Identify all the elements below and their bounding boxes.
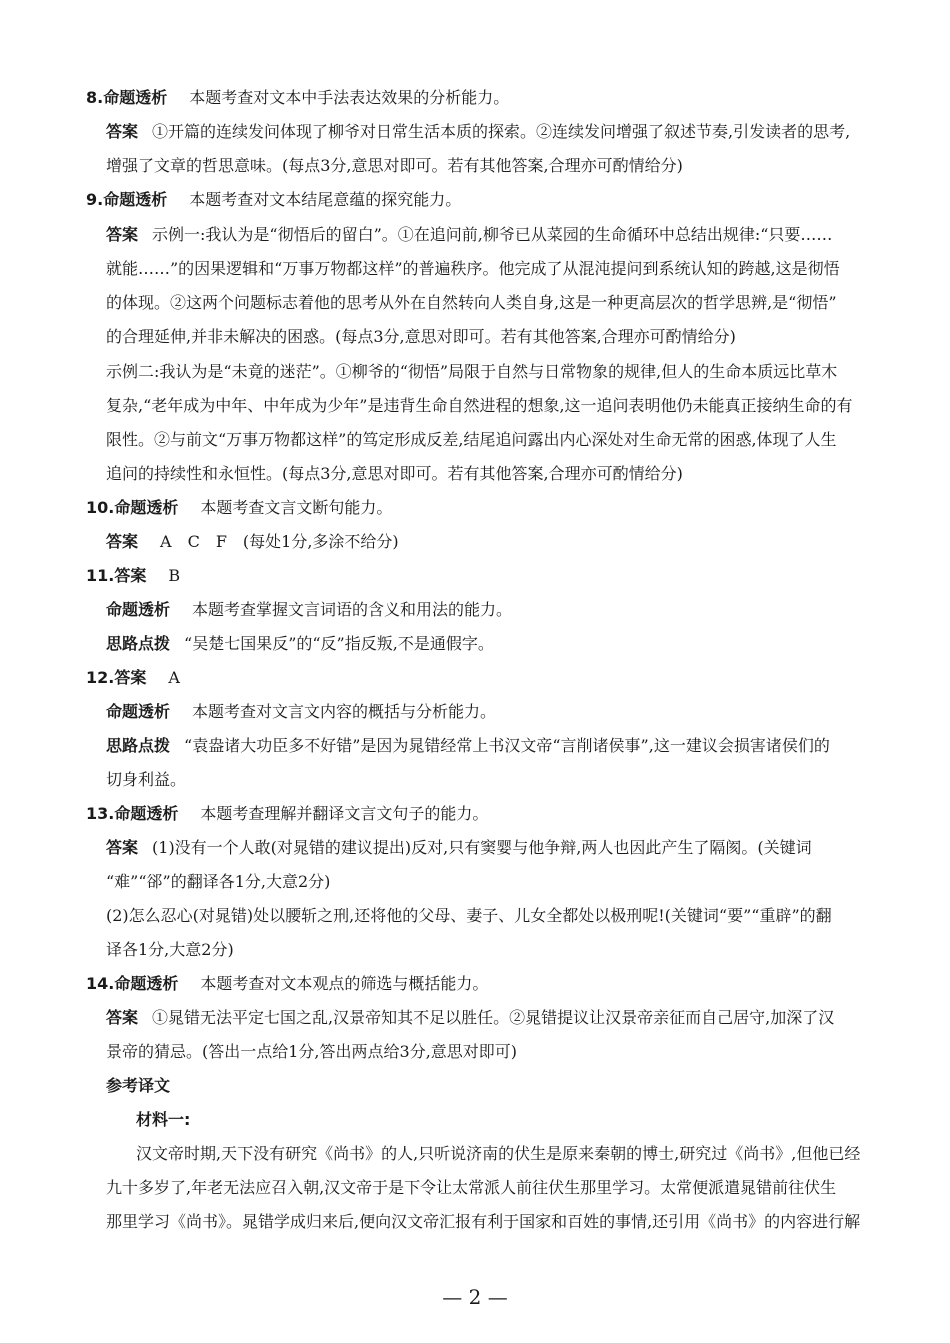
q9-answer-text-4: 的合理延伸,并非未解决的困惑。(每点3分,意思对即可。若有其他答案,合理亦可酌情给分): [106, 327, 736, 346]
q14-answer-text-2: 景帝的猜忌。(答出一点给1分,答出两点给3分,意思对即可): [106, 1042, 518, 1061]
q9-analysis-line: [86, 189, 461, 211]
q12-answer-line: [86, 667, 180, 689]
q13-analysis-line: [86, 803, 488, 825]
q8-analysis-text: 本题考查对文本中手法表达效果的分析能力。: [189, 88, 510, 107]
q8-answer-text-1: ①开篇的连续发问体现了柳爷对日常生活本质的探索。②连续发问增强了叙述节奏,引发读者的思考,: [152, 122, 851, 141]
q13-analysis-text: 本题考查理解并翻译文言文句子的能力。: [200, 804, 489, 823]
q9-answer-text-3: 的体现。②这两个问题标志着他的思考从外在自然转向人类自身,这是一种更高层次的哲学思辨,是“彻悟”: [106, 293, 837, 312]
q11-answer-line: [86, 565, 180, 587]
q8-analysis-line: [86, 87, 509, 109]
q10-analysis-label: 命题透析: [114, 498, 179, 517]
q11-analysis-label: 命题透析: [106, 600, 171, 619]
q10-answer-label: 答案: [106, 532, 139, 551]
q11-analysis-line: [106, 599, 512, 621]
q12-answer-text: A: [168, 668, 180, 687]
q11-hint-line: [106, 633, 494, 655]
translation-material-label: 材料一:: [136, 1110, 191, 1129]
q13-answer-text-3: (2)怎么忍心(对晁错)处以腰斩之刑,还将他的父母、妻子、儿女全都处以极刑呢!(关键词“要”“重辟”的翻: [106, 906, 832, 925]
q12-analysis-text: 本题考查对文言文内容的概括与分析能力。: [192, 702, 497, 721]
q12-answer-label: 答案: [114, 668, 147, 687]
q10-analysis-text: 本题考查文言文断句能力。: [200, 498, 393, 517]
q12-number: 12.: [86, 668, 115, 687]
q12-analysis-label: 命题透析: [106, 702, 171, 721]
q13-answer-line: [106, 837, 812, 859]
page-number: — 2 —: [442, 1285, 508, 1309]
q14-answer-line: [106, 1007, 834, 1029]
q14-analysis-line: [86, 973, 488, 995]
q9-number: 9.: [86, 190, 104, 209]
q13-answer-label: 答案: [106, 838, 139, 857]
q14-answer-text-1: ①晁错无法平定七国之乱,汉景帝知其不足以胜任。②晁错提议让汉景帝亲征而自己居守,加深了汉: [152, 1008, 835, 1027]
q8-analysis-label: 命题透析: [103, 88, 168, 107]
q9-answer-text-6: 复杂,“老年成为中年、中年成为少年”是违背生命自然进程的想象,这一追问表明他仍未能真正接纳生命的有: [106, 396, 853, 415]
translation-text-3: 那里学习《尚书》。晁错学成归来后,便向汉文帝汇报有利于国家和百姓的事情,还引用《尚书》的内容进行解: [106, 1212, 861, 1231]
q12-analysis-line: [106, 701, 496, 723]
q9-answer-text-7: 限性。②与前文“万事万物都这样”的笃定形成反差,结尾追问露出内心深处对生命无常的困惑,体现了人生: [106, 430, 837, 449]
q10-analysis-line: [86, 497, 392, 519]
q9-answer-text-5: 示例二:我认为是“未竟的迷茫”。①柳爷的“彻悟”局限于自然与日常物象的规律,但人的生命本质远比草木: [106, 362, 838, 381]
q13-analysis-label: 命题透析: [114, 804, 179, 823]
q9-answer-line: [106, 224, 832, 246]
q8-answer-cont: 增强了文章的哲思意味。(每点3分,意思对即可。若有其他答案,合理亦可酌情给分): [106, 156, 683, 175]
q13-number: 13.: [86, 804, 115, 823]
q9-analysis-text: 本题考查对文本结尾意蕴的探究能力。: [189, 190, 462, 209]
q14-analysis-label: 命题透析: [114, 974, 179, 993]
q11-hint-label: 思路点拨: [106, 634, 171, 653]
q8-answer-line: [106, 121, 850, 143]
q9-answer-text-2: 就能……”的因果逻辑和“万事万物都这样”的普遍秩序。他完成了从混沌提问到系统认知的跨越,这是彻悟: [106, 259, 840, 278]
translation-text-2: 九十多岁了,年老无法应召入朝,汉文帝于是下令让太常派人前往伏生那里学习。太常便派遣晁错前往伏生: [106, 1178, 837, 1197]
q8-number: 8.: [86, 88, 104, 107]
q9-answer-label: 答案: [106, 225, 139, 244]
q12-hint-text-1: “袁盎诸大功臣多不好错”是因为晁错经常上书汉文帝“言削诸侯事”,这一建议会损害诸侯们的: [184, 736, 830, 755]
q10-number: 10.: [86, 498, 115, 517]
q11-answer-label: 答案: [114, 566, 147, 585]
q13-answer-text-4: 译各1分,大意2分): [106, 940, 234, 959]
translation-heading: 参考译文: [106, 1076, 171, 1095]
q12-hint-label: 思路点拨: [106, 736, 171, 755]
q14-answer-label: 答案: [106, 1008, 139, 1027]
q11-answer-text: B: [168, 566, 181, 585]
q11-number: 11.: [86, 566, 115, 585]
q9-answer-text-8: 追问的持续性和永恒性。(每点3分,意思对即可。若有其他答案,合理亦可酌情给分): [106, 464, 683, 483]
q14-analysis-text: 本题考查对文本观点的筛选与概括能力。: [200, 974, 489, 993]
q10-answer-text: A C F (每处1分,多涂不给分): [160, 532, 399, 551]
q11-hint-text: “吴楚七国果反”的“反”指反叛,不是通假字。: [184, 634, 494, 653]
q10-answer-line: [106, 531, 399, 553]
q12-hint-text-2: 切身利益。: [106, 770, 187, 789]
q13-answer-text-2: “难”“郤”的翻译各1分,大意2分): [106, 872, 331, 891]
q12-hint-line: [106, 735, 830, 757]
q11-analysis-text: 本题考查掌握文言词语的含义和用法的能力。: [192, 600, 513, 619]
q9-analysis-label: 命题透析: [103, 190, 168, 209]
q9-answer-text-1: 示例一:我认为是“彻悟后的留白”。①在追问前,柳爷已从菜园的生命循环中总结出规律:“只要……: [152, 225, 833, 244]
q13-answer-text-1: (1)没有一个人敢(对晁错的建议提出)反对,只有窦婴与他争辩,两人也因此产生了隔阂。(关键词: [152, 838, 812, 857]
q8-answer-label: 答案: [106, 122, 139, 141]
q14-number: 14.: [86, 974, 115, 993]
translation-text-1: 汉文帝时期,天下没有研究《尚书》的人,只听说济南的伏生是原来秦朝的博士,研究过《尚书》,但他已经: [136, 1144, 861, 1163]
